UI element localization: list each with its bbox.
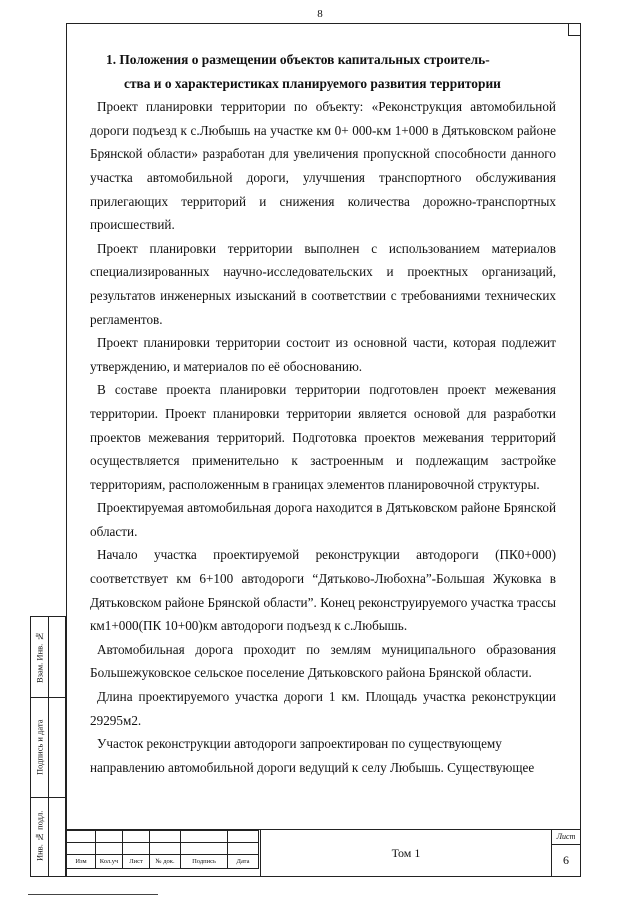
paragraph: Проект планировки территории состоит из основной части, которая подлежит утверждению, и материалов по её обоснованию. [90,335,556,374]
bottom-rule [28,894,158,895]
volume-label: Том 1 [260,830,552,876]
heading-line-2: ства и о характеристиках планируемого развития территории [124,75,501,91]
document-body [90,48,556,779]
paragraph: Начало участка проектируемой реконструкции автодороги (ПК0+000) соответствует км 6+100 автодороги “Дятьково-Любохна”-Большая Жуковка в Дятьковском районе Брянской области”. Конец реконструируемого участка трассы км1+000(ПК 10+00)км автодороги подъезд к с.Любышь. [90,547,556,634]
col-list: Лист [123,855,150,869]
paragraph: Проект планировки территории по объекту: «Реконструкция автомобильной дороги подъезд к с.Любышь на участке км 0+ 000-км 1+000 в Дятьковском районе Брянской области» разработан для увеличения пропускной способности данного участка автомобильной дороги, улучшения транспортного обслуживания прилегающих территорий и снижения количества дорожно-транспортных происшествий. [90,99,556,233]
sheet-number: 6 [563,853,569,867]
original-inv-label: Инв. № подл. [34,810,45,862]
revision-table [66,830,259,869]
col-signature: Подпись [181,855,228,869]
paragraph: Проект планировки территории выполнен с использованием материалов специализированных научно-исследовательских и проектных организаций, результатов инженерных изысканий в соответствии с требованиями технических регламентов. [90,240,556,327]
frame-corner-box [568,23,581,36]
paragraph: В составе проекта планировки территории подготовлен проект межевания территории. Проект планировки территории является основой для разработки проектов межевания территорий. Подготовка проектов межевания территорий осуществляется применительно к застроенным и подлежащим застройке территориям, расположенным в границах элементов планировочной структуры. [90,382,556,492]
title-block [66,829,581,877]
col-kol-uch: Кол.уч [96,855,123,869]
paragraph: Участок реконструкции автодороги запроектирован по существующему направлению автомобильной дороги ведущий к селу Любышь. Существующее [90,736,535,775]
paragraph: Проектируемая автомобильная дорога находится в Дятьковском районе Брянской области. [90,500,556,539]
side-stamp [30,616,66,877]
heading-line-1: 1. Положения о размещении объектов капитальных строитель- [106,52,490,67]
replace-inv-label: Взам. Инв. № [34,631,45,683]
side-stamp-divider [48,617,49,876]
section-heading [90,48,556,95]
signature-date-label: Подпись и дата [34,719,45,775]
col-izm: Изм [67,855,96,869]
sheet-label: Лист [551,830,581,845]
paragraph: Длина проектируемого участка дороги 1 км. Площадь участка реконструкции 29295м2. [90,689,556,728]
col-doc: № док. [150,855,181,869]
page-number: 8 [317,8,323,20]
paragraph: Автомобильная дорога проходит по землям муниципального образования Большежуковское сельское поселение Дятьковского района Брянской области. [90,641,556,681]
col-date: Дата [228,855,259,869]
